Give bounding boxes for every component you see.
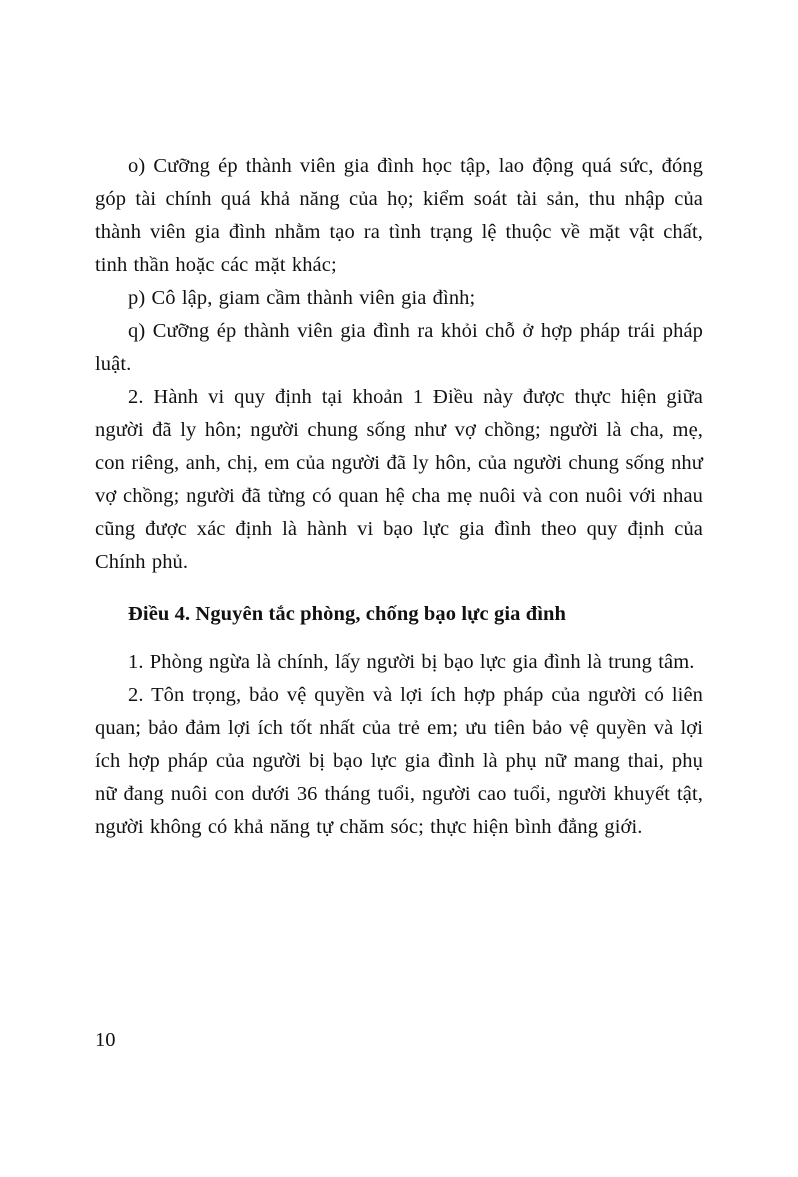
paragraph-item-o: o) Cưỡng ép thành viên gia đình học tập, lao động quá sức, đóng góp tài chính quá khả năng của họ; kiểm soát tài sản, thu nhập của thành viên gia đình nhằm tạo ra tình trạng lệ thuộc về mặt vật chất, tinh thần hoặc các mặt khác; [95, 155, 703, 276]
paragraph-item-q: q) Cưỡng ép thành viên gia đình ra khỏi chỗ ở hợp pháp trái pháp luật. [95, 320, 703, 375]
page-number: 10 [95, 1029, 116, 1051]
paragraph-principle-2: 2. Tôn trọng, bảo vệ quyền và lợi ích hợp pháp của người có liên quan; bảo đảm lợi ích tốt nhất của trẻ em; ưu tiên bảo vệ quyền và lợi ích hợp pháp của người bị bạo lực gia đình là phụ nữ mang thai, phụ nữ đang nuôi con dưới 36 tháng tuổi, người cao tuổi, người khuyết tật, người không có khả năng tự chăm sóc; thực hiện bình đẳng giới. [95, 684, 703, 838]
text-block [95, 150, 703, 844]
paragraph-item-p: p) Cô lập, giam cầm thành viên gia đình; [128, 287, 476, 309]
section-heading-dieu-4: Điều 4. Nguyên tắc phòng, chống bạo lực gia đình [128, 603, 567, 625]
paragraph-principle-1: 1. Phòng ngừa là chính, lấy người bị bạo lực gia đình là trung tâm. [128, 651, 695, 673]
paragraph-clause-2: 2. Hành vi quy định tại khoản 1 Điều này được thực hiện giữa người đã ly hôn; người chung sống như vợ chồng; người là cha, mẹ, con riêng, anh, chị, em của người đã ly hôn, của người chung sống như vợ chồng; người đã từng có quan hệ cha mẹ nuôi và con nuôi với nhau cũng được xác định là hành vi bạo lực gia đình theo quy định của Chính phủ. [95, 386, 703, 573]
